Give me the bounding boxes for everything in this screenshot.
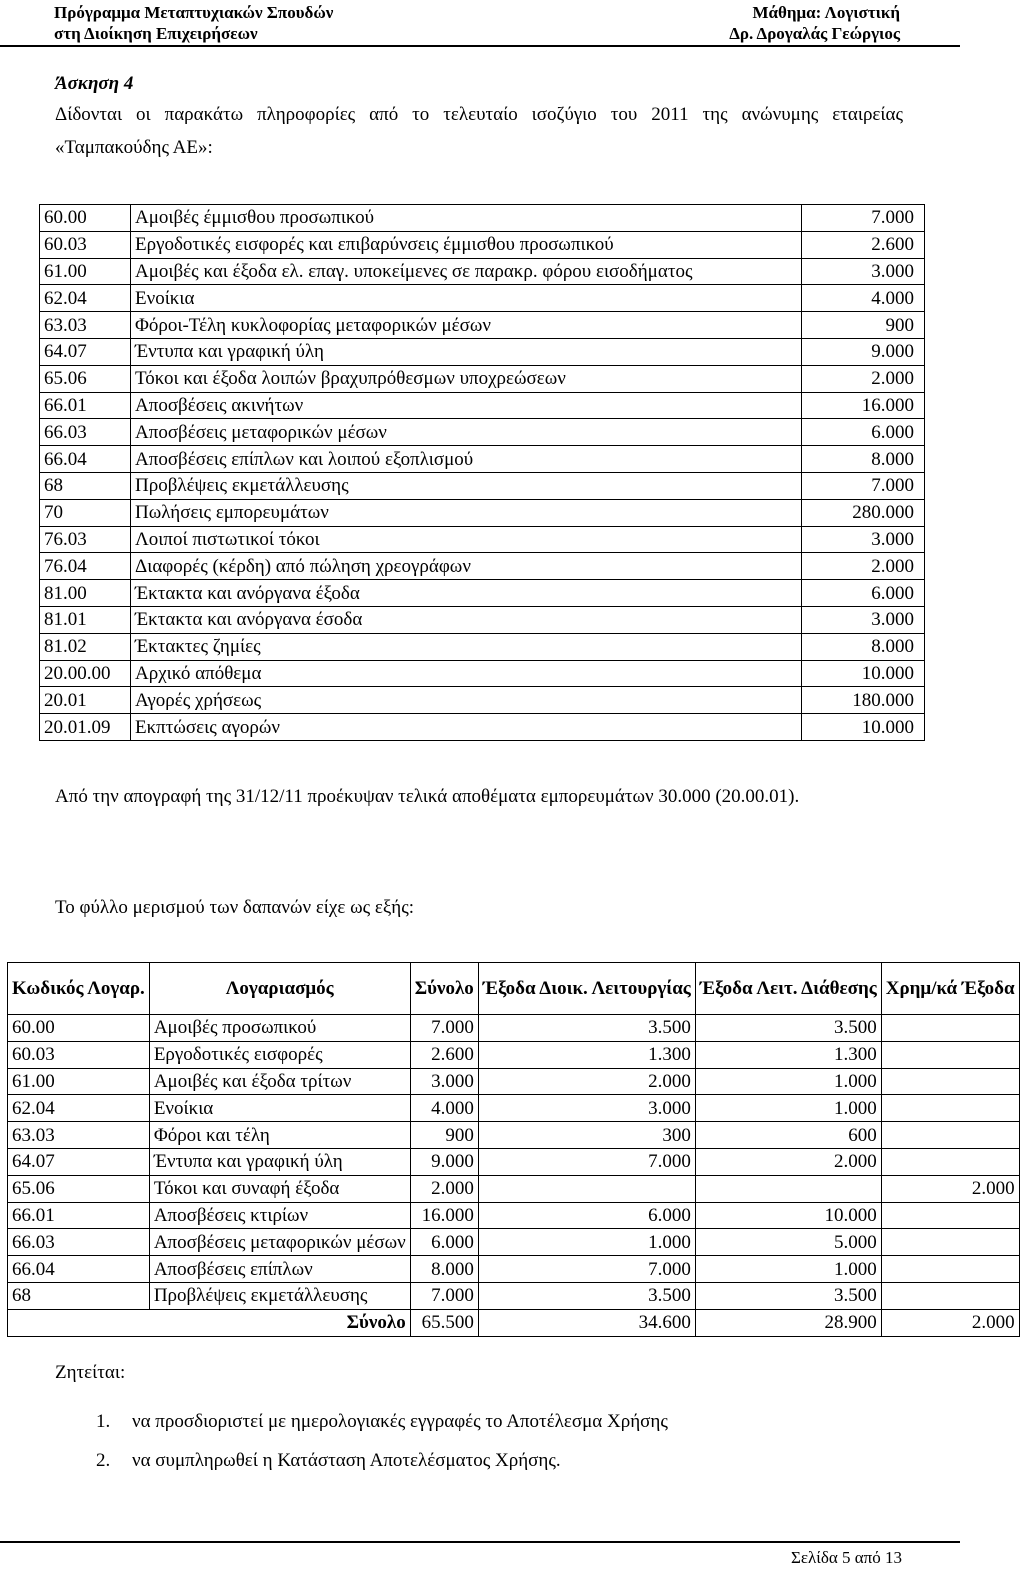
account-amount: 6.000	[802, 580, 925, 607]
account-name: Ενοίκια	[131, 285, 802, 312]
row-code: 62.04	[8, 1095, 150, 1122]
row-account: Αμοιβές και έξοδα τρίτων	[149, 1068, 410, 1095]
account-amount: 8.000	[802, 446, 925, 473]
table-row	[40, 606, 925, 633]
table-row	[8, 1229, 1020, 1256]
account-name: Αποσβέσεις ακινήτων	[131, 392, 802, 419]
table-row	[40, 660, 925, 687]
exercise-title: Άσκηση 4	[55, 73, 134, 94]
row-code: 61.00	[8, 1068, 150, 1095]
row-admin: 300	[478, 1122, 695, 1149]
account-amount: 7.000	[802, 472, 925, 499]
account-amount: 6.000	[802, 419, 925, 446]
row-code: 66.04	[8, 1256, 150, 1283]
table-row	[40, 258, 925, 285]
account-amount: 2.000	[802, 553, 925, 580]
account-amount: 7.000	[802, 205, 925, 232]
table-row	[40, 392, 925, 419]
row-code: 65.06	[8, 1175, 150, 1202]
row-admin: 2.000	[478, 1068, 695, 1095]
account-name: Φόροι-Τέλη κυκλοφορίας μεταφορικών μέσων	[131, 312, 802, 339]
row-financial	[881, 1256, 1019, 1283]
row-distribution: 5.000	[695, 1229, 881, 1256]
row-account: Προβλέψεις εκμετάλλευσης	[149, 1282, 410, 1309]
row-account: Αποσβέσεις μεταφορικών μέσων	[149, 1229, 410, 1256]
row-code: 64.07	[8, 1148, 150, 1175]
account-code: 60.03	[40, 231, 131, 258]
header-account: Λογαριασμός	[149, 963, 410, 1015]
account-code: 20.01	[40, 687, 131, 714]
instructor-name: Δρ. Δρογαλάς Γεώργιος	[729, 24, 900, 43]
total-admin: 34.600	[478, 1309, 695, 1336]
account-name: Αμοιβές έμμισθου προσωπικού	[131, 205, 802, 232]
row-total: 2.600	[410, 1041, 478, 1068]
program-title	[54, 2, 333, 44]
account-amount: 10.000	[802, 714, 925, 741]
account-code: 65.06	[40, 365, 131, 392]
account-name: Αμοιβές και έξοδα ελ. επαγ. υποκείμενες σε παρακρ. φόρου εισοδήματος	[131, 258, 802, 285]
table-row	[8, 1068, 1020, 1095]
row-admin: 3.500	[478, 1282, 695, 1309]
list-text: να συμπληρωθεί η Κατάσταση Αποτελέσματος Χρήσης.	[132, 1450, 561, 1471]
row-account: Τόκοι και συναφή έξοδα	[149, 1175, 410, 1202]
table-row	[40, 231, 925, 258]
account-amount: 4.000	[802, 285, 925, 312]
table-row	[40, 205, 925, 232]
row-total: 2.000	[410, 1175, 478, 1202]
account-code: 20.00.00	[40, 660, 131, 687]
row-code: 66.03	[8, 1229, 150, 1256]
account-amount: 10.000	[802, 660, 925, 687]
account-code: 68	[40, 472, 131, 499]
list-item	[96, 1402, 668, 1441]
account-amount: 280.000	[802, 499, 925, 526]
totals-label: Σύνολο	[8, 1309, 411, 1336]
table-row	[8, 1282, 1020, 1309]
table-row	[40, 419, 925, 446]
row-account: Εργοδοτικές εισφορές	[149, 1041, 410, 1068]
course-name: Μάθημα: Λογιστική	[752, 3, 900, 22]
table-header-row	[8, 963, 1020, 1015]
header-rule	[0, 45, 960, 47]
course-info	[729, 2, 900, 44]
account-amount: 3.000	[802, 606, 925, 633]
trial-balance-table	[39, 204, 925, 741]
row-account: Έντυπα και γραφική ύλη	[149, 1148, 410, 1175]
row-account: Αποσβέσεις επίπλων	[149, 1256, 410, 1283]
account-name: Εργοδοτικές εισφορές και επιβαρύνσεις έμμισθου προσωπικού	[131, 231, 802, 258]
row-admin: 7.000	[478, 1256, 695, 1283]
account-name: Εκπτώσεις αγορών	[131, 714, 802, 741]
row-total: 3.000	[410, 1068, 478, 1095]
row-total: 16.000	[410, 1202, 478, 1229]
row-financial	[881, 1202, 1019, 1229]
row-account: Αποσβέσεις κτιρίων	[149, 1202, 410, 1229]
table-row	[40, 338, 925, 365]
table-row	[40, 312, 925, 339]
account-name: Έκτακτα και ανόργανα έσοδα	[131, 606, 802, 633]
row-total: 6.000	[410, 1229, 478, 1256]
row-code: 60.00	[8, 1015, 150, 1042]
header-code: Κωδικός Λογαρ.	[8, 963, 150, 1015]
total-fin: 2.000	[881, 1309, 1019, 1336]
account-code: 63.03	[40, 312, 131, 339]
row-admin: 3.500	[478, 1015, 695, 1042]
account-name: Έκτακτα και ανόργανα έξοδα	[131, 580, 802, 607]
account-code: 60.00	[40, 205, 131, 232]
header-distribution: Έξοδα Λειτ. Διάθεσης	[695, 963, 881, 1015]
header-admin: Έξοδα Διοικ. Λειτουργίας	[478, 963, 695, 1015]
row-distribution: 1.000	[695, 1095, 881, 1122]
header-total: Σύνολο	[410, 963, 478, 1015]
account-code: 70	[40, 499, 131, 526]
exercise-intro: Δίδονται οι παρακάτω πληροφορίες από το τελευταίο ισοζύγιο του 2011 της ανώνυμης εταιρείας «Ταμπακούδης ΑΕ»:	[55, 104, 903, 158]
table-row	[8, 1202, 1020, 1229]
account-code: 61.00	[40, 258, 131, 285]
row-total: 7.000	[410, 1282, 478, 1309]
row-account: Ενοίκια	[149, 1095, 410, 1122]
required-label: Ζητείται:	[55, 1362, 126, 1383]
list-item	[96, 1441, 668, 1480]
cost-allocation-table	[7, 962, 1020, 1337]
total-dist: 28.900	[695, 1309, 881, 1336]
row-code: 68	[8, 1282, 150, 1309]
row-distribution: 1.000	[695, 1256, 881, 1283]
allocation-intro: Το φύλλο μερισμού των δαπανών είχε ως εξής:	[55, 897, 415, 918]
program-line-2: στη Διοίκηση Επιχειρήσεων	[54, 24, 258, 43]
page-header	[0, 0, 960, 50]
account-name: Αγορές χρήσεως	[131, 687, 802, 714]
row-code: 60.03	[8, 1041, 150, 1068]
table-row	[8, 1122, 1020, 1149]
row-admin: 1.000	[478, 1229, 695, 1256]
account-name: Προβλέψεις εκμετάλλευσης	[131, 472, 802, 499]
account-name: Διαφορές (κέρδη) από πώληση χρεογράφων	[131, 553, 802, 580]
inventory-text: Από την απογραφή της 31/12/11 προέκυψαν τελικά αποθέματα εμπορευμάτων 30.000 (20.00.01).	[55, 786, 800, 807]
account-amount: 3.000	[802, 258, 925, 285]
footer-rule	[0, 1541, 960, 1543]
row-admin: 1.300	[478, 1041, 695, 1068]
account-code: 64.07	[40, 338, 131, 365]
row-financial	[881, 1282, 1019, 1309]
program-line-1: Πρόγραμμα Μεταπτυχιακών Σπουδών	[54, 3, 334, 22]
row-financial	[881, 1041, 1019, 1068]
list-number: 1.	[96, 1411, 111, 1432]
account-amount: 9.000	[802, 338, 925, 365]
table-row	[40, 499, 925, 526]
account-amount: 2.000	[802, 365, 925, 392]
account-code: 81.00	[40, 580, 131, 607]
row-financial	[881, 1015, 1019, 1042]
total-total: 65.500	[410, 1309, 478, 1336]
row-admin: 6.000	[478, 1202, 695, 1229]
row-distribution: 3.500	[695, 1282, 881, 1309]
account-name: Πωλήσεις εμπορευμάτων	[131, 499, 802, 526]
table-row	[8, 1095, 1020, 1122]
list-text: να προσδιοριστεί με ημερολογιακές εγγραφές το Αποτέλεσμα Χρήσης	[132, 1411, 668, 1432]
row-admin: 7.000	[478, 1148, 695, 1175]
row-code: 63.03	[8, 1122, 150, 1149]
account-code: 81.01	[40, 606, 131, 633]
table-row	[8, 1148, 1020, 1175]
account-amount: 3.000	[802, 526, 925, 553]
table-row	[40, 526, 925, 553]
table-row	[40, 633, 925, 660]
table-row	[40, 553, 925, 580]
row-distribution: 600	[695, 1122, 881, 1149]
row-financial	[881, 1068, 1019, 1095]
row-total: 8.000	[410, 1256, 478, 1283]
row-financial	[881, 1148, 1019, 1175]
account-code: 62.04	[40, 285, 131, 312]
account-name: Αποσβέσεις μεταφορικών μέσων	[131, 419, 802, 446]
table-row	[40, 580, 925, 607]
row-total: 7.000	[410, 1015, 478, 1042]
row-financial	[881, 1122, 1019, 1149]
table-row	[8, 1015, 1020, 1042]
table-row	[40, 446, 925, 473]
account-name: Έκτακτες ζημίες	[131, 633, 802, 660]
table-row	[8, 1175, 1020, 1202]
table-row	[8, 1256, 1020, 1283]
row-distribution: 2.000	[695, 1148, 881, 1175]
required-list	[96, 1402, 668, 1480]
table-row	[40, 687, 925, 714]
row-financial	[881, 1229, 1019, 1256]
account-amount: 16.000	[802, 392, 925, 419]
account-name: Έντυπα και γραφική ύλη	[131, 338, 802, 365]
row-distribution: 10.000	[695, 1202, 881, 1229]
account-name: Αποσβέσεις επίπλων και λοιπού εξοπλισμού	[131, 446, 802, 473]
row-total: 4.000	[410, 1095, 478, 1122]
account-code: 66.04	[40, 446, 131, 473]
account-code: 81.02	[40, 633, 131, 660]
page-footer	[0, 1540, 960, 1574]
row-financial	[881, 1095, 1019, 1122]
account-code: 20.01.09	[40, 714, 131, 741]
account-amount: 8.000	[802, 633, 925, 660]
table-row	[40, 285, 925, 312]
header-financial: Χρημ/κά Έξοδα	[881, 963, 1019, 1015]
row-financial: 2.000	[881, 1175, 1019, 1202]
account-amount: 900	[802, 312, 925, 339]
account-amount: 2.600	[802, 231, 925, 258]
table-row	[40, 714, 925, 741]
list-number: 2.	[96, 1450, 111, 1471]
page-number: Σελίδα 5 από 13	[790, 1548, 902, 1567]
totals-row	[8, 1309, 1020, 1336]
account-name: Τόκοι και έξοδα λοιπών βραχυπρόθεσμων υποχρεώσεων	[131, 365, 802, 392]
account-amount: 180.000	[802, 687, 925, 714]
table-row	[40, 365, 925, 392]
row-admin: 3.000	[478, 1095, 695, 1122]
row-account: Αμοιβές προσωπικού	[149, 1015, 410, 1042]
row-distribution: 3.500	[695, 1015, 881, 1042]
row-total: 9.000	[410, 1148, 478, 1175]
account-name: Αρχικό απόθεμα	[131, 660, 802, 687]
account-name: Λοιποί πιστωτικοί τόκοι	[131, 526, 802, 553]
row-code: 66.01	[8, 1202, 150, 1229]
table-row	[8, 1041, 1020, 1068]
account-code: 66.01	[40, 392, 131, 419]
account-code: 76.04	[40, 553, 131, 580]
row-distribution: 1.000	[695, 1068, 881, 1095]
row-distribution	[695, 1175, 881, 1202]
account-code: 66.03	[40, 419, 131, 446]
account-code: 76.03	[40, 526, 131, 553]
row-admin	[478, 1175, 695, 1202]
table-row	[40, 472, 925, 499]
row-total: 900	[410, 1122, 478, 1149]
row-account: Φόροι και τέλη	[149, 1122, 410, 1149]
row-distribution: 1.300	[695, 1041, 881, 1068]
